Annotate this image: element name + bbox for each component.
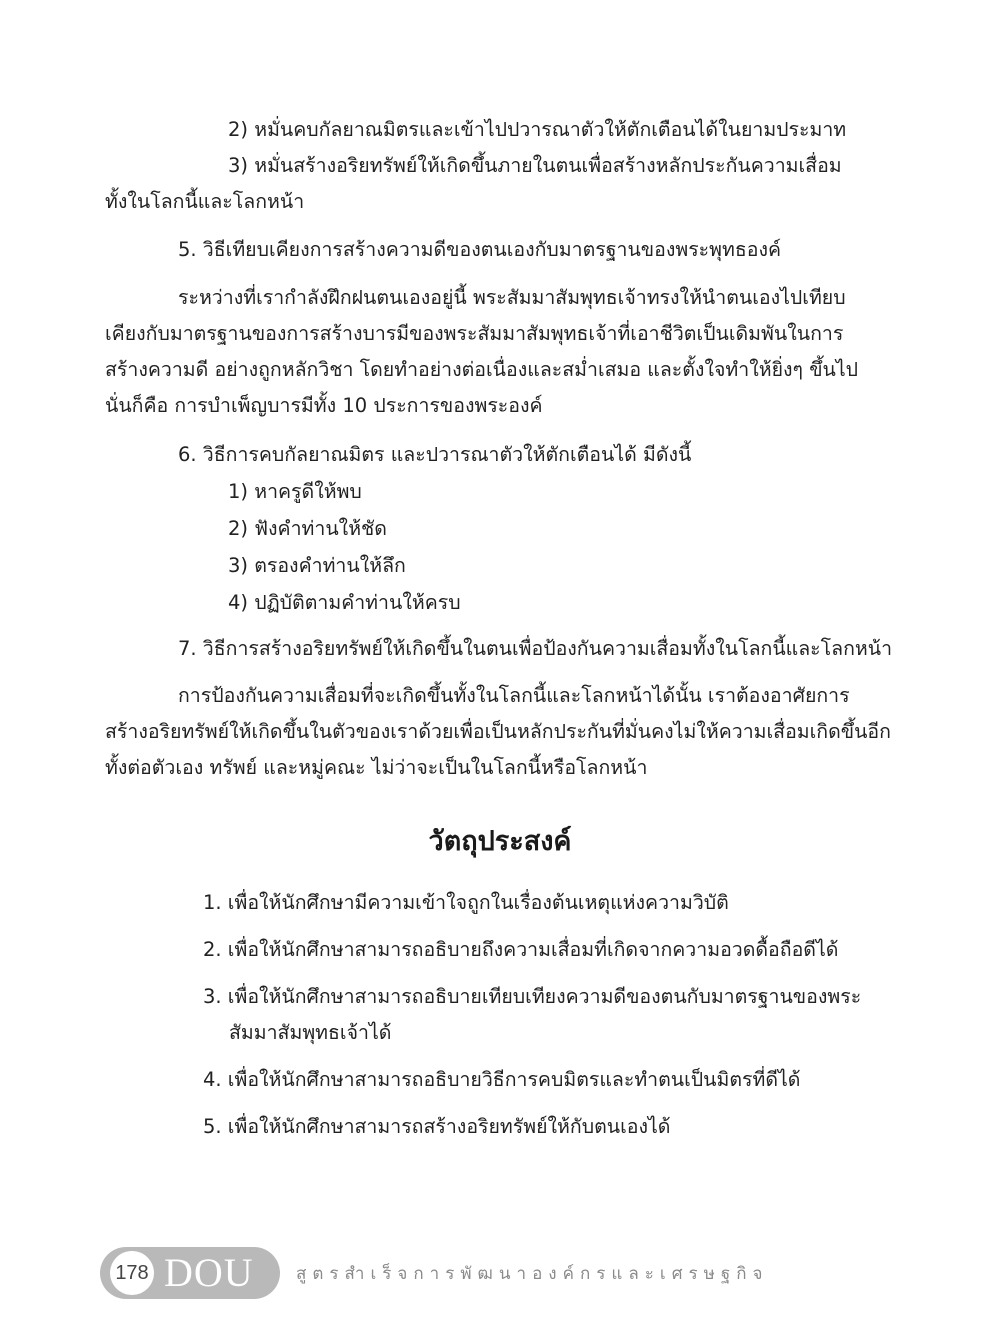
dou-logo: DOU <box>164 1250 254 1295</box>
list-item: 2) ฟังคำท่านให้ชัด <box>228 517 387 540</box>
paragraph-line: ระหว่างที่เรากำลังฝึกฝนตนเองอยู่นี้ พระสัมมาสัมพุทธเจ้าทรงให้นำตนเองไปเทียบ <box>178 286 846 309</box>
book-title: สูตรสำเร็จการพัฒนาองค์กรและเศรษฐกิจ <box>296 1263 769 1284</box>
list-item: 4) ปฏิบัติตามคำท่านให้ครบ <box>228 591 461 614</box>
paragraph-line: สร้างความดี อย่างถูกหลักวิชา โดยทำอย่างต่อเนื่องและสม่ำเสมอ และตั้งใจทำให้ยิ่งๆ ขึ้นไป <box>105 358 859 381</box>
objective-item: 5. เพื่อให้นักศึกษาสามารถสร้างอริยทรัพย์ให้กับตนเองได้ <box>203 1115 671 1138</box>
list-item-continuation: ทั้งในโลกนี้และโลกหน้า <box>105 190 305 213</box>
paragraph-line: เคียงกับมาตรฐานของการสร้างบารมีของพระสัมมาสัมพุทธเจ้าที่เอาชีวิตเป็นเดิมพันในการ <box>105 322 844 345</box>
paragraph-line: สร้างอริยทรัพย์ให้เกิดขึ้นในตัวของเราด้วยเพื่อเป็นหลักประกันที่มั่นคงไม่ให้ความเสื่อมเกิดขึ้นอีก <box>105 720 891 743</box>
page-footer <box>100 1247 768 1299</box>
paragraph-line: ทั้งต่อตัวเอง ทรัพย์ และหมู่คณะ ไม่ว่าจะเป็นในโลกนี้หรือโลกหน้า <box>105 756 648 779</box>
list-item: 1) หาครูดีให้พบ <box>228 480 362 503</box>
section-title: 7. วิธีการสร้างอริยทรัพย์ให้เกิดขึ้นในตนเพื่อป้องกันความเสื่อมทั้งในโลกนี้และโลกหน้า <box>178 637 893 660</box>
paragraph-line: การป้องกันความเสื่อมที่จะเกิดขึ้นทั้งในโลกนี้และโลกหน้าได้นั้น เราต้องอาศัยการ <box>178 684 850 707</box>
list-item: 3) ตรองคำท่านให้ลึก <box>228 554 406 577</box>
paragraph-line: นั่นก็คือ การบำเพ็ญบารมีทั้ง 10 ประการของพระองค์ <box>105 394 543 417</box>
footer-badge <box>100 1247 280 1299</box>
section-title: 5. วิธีเทียบเคียงการสร้างความดีของตนเองกับมาตรฐานของพระพุทธองค์ <box>178 238 782 261</box>
objective-item: 3. เพื่อให้นักศึกษาสามารถอธิบายเทียบเทียงความดีของตนกับมาตรฐานของพระ <box>203 985 862 1008</box>
page-number: 178 <box>110 1251 154 1295</box>
objective-item: 1. เพื่อให้นักศึกษามีความเข้าใจถูกในเรื่องต้นเหตุแห่งความวิบัติ <box>203 891 729 914</box>
objective-item: 4. เพื่อให้นักศึกษาสามารถอธิบายวิธีการคบมิตรและทำตนเป็นมิตรที่ดีได้ <box>203 1068 801 1091</box>
objectives-heading: วัตถุประสงค์ <box>428 826 572 857</box>
list-item: 2) หมั่นคบกัลยาณมิตรและเข้าไปปวารณาตัวให้ตักเตือนได้ในยามประมาท <box>228 118 847 141</box>
objective-item: 2. เพื่อให้นักศึกษาสามารถอธิบายถึงความเสื่อมที่เกิดจากความอวดดื้อถือดีได้ <box>203 938 839 961</box>
objective-item-continuation: สัมมาสัมพุทธเจ้าได้ <box>229 1021 392 1044</box>
section-title: 6. วิธีการคบกัลยาณมิตร และปวารณาตัวให้ตักเตือนได้ มีดังนี้ <box>178 443 692 466</box>
list-item: 3) หมั่นสร้างอริยทรัพย์ให้เกิดขึ้นภายในตนเพื่อสร้างหลักประกันความเสื่อม <box>228 154 842 177</box>
